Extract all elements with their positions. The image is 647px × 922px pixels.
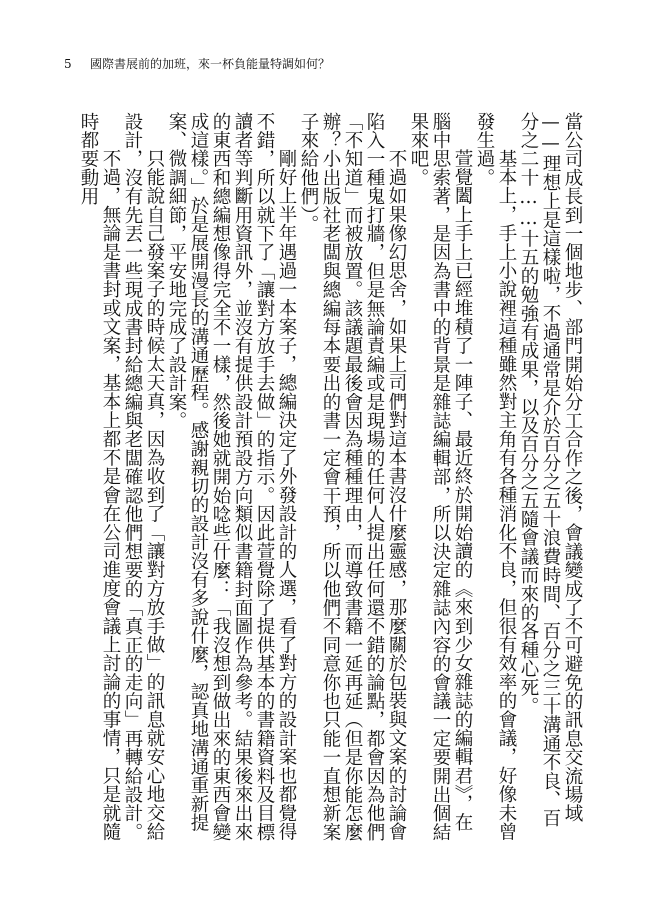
paragraph: 基本上，手上小說裡這種雖然對主角有各種消化不良，但很有效率的會議，好像未曾發生過。: [474, 112, 517, 841]
page-number: 5: [64, 57, 72, 71]
paragraph: 不過，無論是書封或文案，基本上都不是會在公司進度會議上討論的事情，只是就隨時都要動用: [78, 112, 121, 841]
paragraph: 當公司成長到一個地步、部門開始分工合作之後，會議變成了不可避免的訊息交流場域——理想上是這樣啦，不過通常是介於百分之五十浪費時間、百分之三十溝通不良、百分之二十……十五的勉強有成果，以及百分之五隨會議而來的各種心死。: [518, 112, 583, 828]
paragraph: 不過如果像幻思舍，如果上司們對這本書沒什麼靈感，那麼關於包裝與文案的討論會陷入一種鬼打牆，但是無論責編或是現場的任何人提出任何還不錯的論點，都會因為他們「不知道」而被放置。該議題最後會因為種種理由，而導致書籍一延再延（但是你能怎麼辦？小出版社老闆與總編每本要出的書一定會干預，所以他們不同意你也只能一直想新案子來給他們）。: [298, 112, 407, 842]
paragraph: 萱覺闔上手上已經堆積了一陣子、最近終於開始讀的《來到少女雜誌的編輯君》，在腦中思索著，是因為書中的背景是雜誌編輯部，所以決定雜誌內容的會議一定要開出個結果來吧。: [408, 112, 473, 842]
page-header: [64, 54, 584, 74]
running-title: 國際書展前的加班，來一杯負能量特調如何？: [90, 57, 331, 71]
paragraph: 只能說自己發案子的時候太天真，因為收到了「讓對方放手做」的訊息就安心地交給設計，沒有先丟一些現成書封給總編與老闆確認他們想要的「真正的走向」再轉給設計。: [122, 112, 165, 842]
vertical-text-body: [73, 112, 583, 844]
paragraph: 剛好上半年遇過一本案子，總編決定了外發設計的人選，看了對方的設計案也都覺得不錯，所以就下了「讓對方放手去做」的指示。因此萱覺除了提供基本的書籍資料及目標讀者等判斷用資訊外，並沒有提供設計預設方向類似書籍封面圖作為參考。結果後來出來的東西和總編想像得完全不一樣，然後她就開始唸些什麼：「我沒想到做出來的東西會變成這樣。」於是展開漫長的溝通歷程。感謝親切的設計沒有多說什麼，認真地溝通重新提案、微調細節，平安地完成了設計案。: [166, 112, 297, 842]
